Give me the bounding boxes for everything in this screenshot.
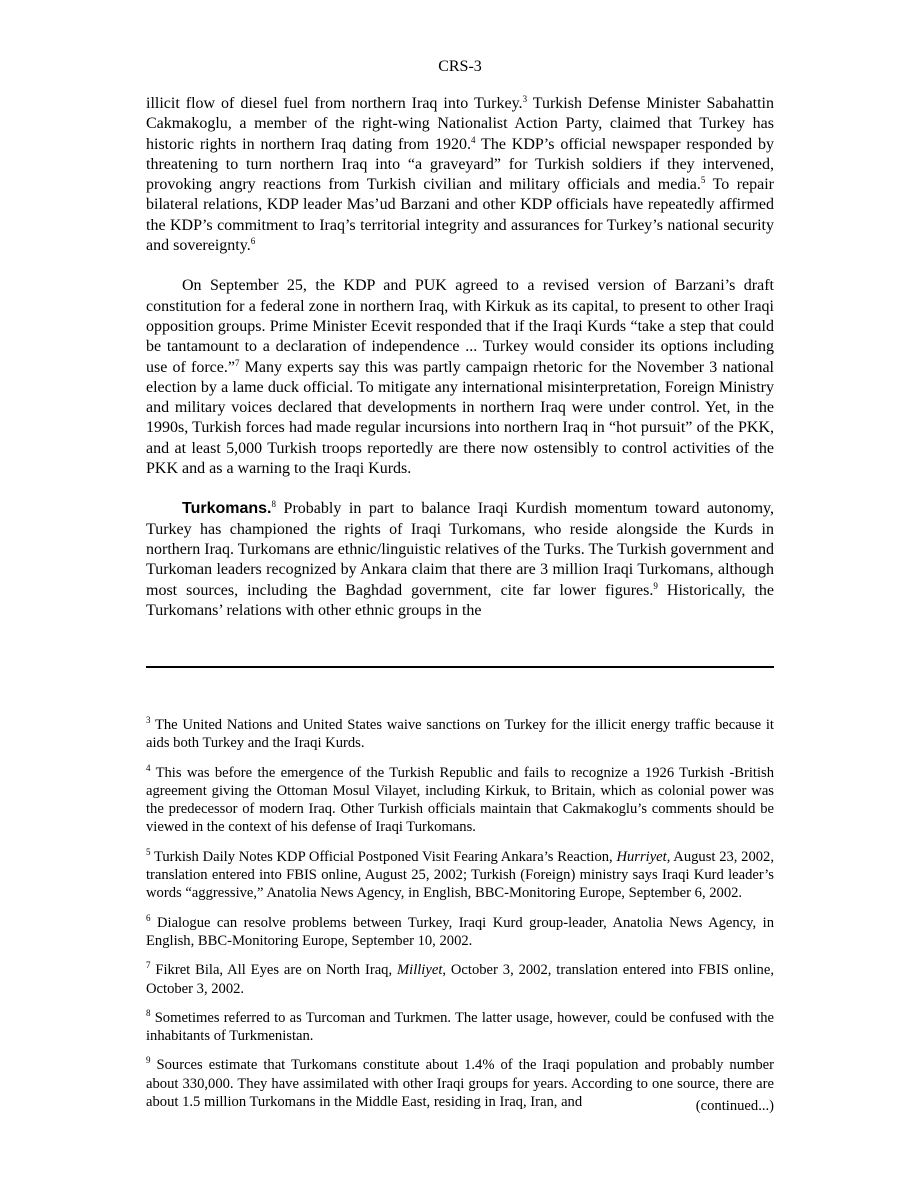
body-text (146, 94, 774, 641)
footnote-text: Fikret Bila, All Eyes are on North Iraq, (150, 962, 397, 979)
footnote-text: Dialogue can resolve problems between Turkey, Iraqi Kurd group-leader, Anatolia News Agency, in English, BBC-Monitoring Europe, September 10, 2002. (146, 914, 774, 949)
continued-marker: (continued...) (695, 1098, 774, 1114)
text-run: illicit flow of diesel fuel from northern Iraq into Turkey. (146, 95, 523, 112)
footnote-7 (146, 961, 774, 998)
footnote-number: 3 (146, 715, 151, 725)
text-run: The KDP’s official newspaper responded by threatening to turn northern Iraq into “a graveyard” for Turkish soldiers if they intervened, provoking angry reactions from Turkish civilian and military officials and media. (146, 135, 775, 194)
footnote-text: , October 3, 2002, translation entered into FBIS online, October 3, 2002. (146, 962, 774, 997)
footnote-5 (146, 848, 774, 903)
footnote-ref-3: 3 (522, 94, 528, 104)
footnote-ref-9: 9 (653, 580, 658, 591)
page-header: CRS-3 (438, 58, 482, 75)
footnote-text: Sources estimate that Turkomans constitute about 1.4% of the Iraqi population and probably number about 330,000. They have assimilated with other Iraqi groups for years. According to one source, there are about 1.5 million Turkomans in the Middle East, residing in Iraq, Iran, and (146, 1057, 774, 1111)
text-run: Turkish Defense Minister Sabahattin Cakmakoglu, a member of the right-wing Nationalist Action Party, claimed that Turkey has historic rights in northern Iraq dating from 1920. (146, 95, 775, 153)
text-run: On September 25, the KDP and PUK agreed to a revised version of Barzani’s draft constitution for a federal zone in northern Iraq, with Kirkuk as its capital, to present to other Iraqi opposition groups. Prime Minister Ecevit responded that if the Iraqi Kurds “take a step that could be tantamount to a declaration of independence ... Turkey would consider its options including use of force.” (146, 277, 774, 376)
footnote-ref-6: 6 (250, 236, 256, 247)
footnote-8 (146, 1009, 774, 1046)
footnote-number: 6 (146, 912, 151, 923)
paragraph-3 (146, 499, 774, 621)
footnote-number: 8 (146, 1007, 151, 1018)
text-run: Many experts say this was partly campaign rhetoric for the November 3 national election by a lame duck official. To mitigate any international misinterpretation, Foreign Ministry and military voices declared that developments in northern Iraq were under control. Yet, in the 1990s, Turkish forces had made regular incursions into northern Iraq in “hot pursuit” of the PKK, and at least 5,000 Turkish troops reportedly are there now ostensibly to control activities of the PKK and as a warning to the Iraqi Kurds. (146, 358, 774, 478)
footnotes (146, 716, 774, 1122)
footnote-ref-7: 7 (234, 357, 240, 368)
footnote-number: 5 (146, 846, 151, 857)
text-run: Historically, the Turkomans’ relations with other ethnic groups in the (146, 581, 775, 619)
footnote-number: 9 (146, 1055, 151, 1066)
footnote-text: , August 23, 2002, translation entered into FBIS online, August 25, 2002; Turkish (Foreign) ministry says Iraqi Kurd leader’s words “aggressive,” Anatolia News Agency, in English, BBC-Monitoring Europe, September 6, 2002. (146, 848, 774, 902)
text-run: Probably in part to balance Iraqi Kurdish momentum toward autonomy, Turkey has championed the rights of Iraqi Turkomans, who reside alongside the Kurds in northern Iraq. Turkomans are ethnic/linguistic relatives of the Turks. The Turkish government and Turkoman leaders recognized by Ankara claim that there are 3 million Iraqi Turkomans, although most sources, including the Baghdad government, cite far lower figures. (146, 500, 774, 599)
footnote-text: The United Nations and United States waive sanctions on Turkey for the illicit energy traffic because it aids both Turkey and the Iraqi Kurds. (146, 717, 774, 752)
publication-title: Hurriyet (616, 848, 667, 865)
paragraph-2 (146, 276, 774, 479)
footnote-separator (146, 666, 774, 668)
footnote-6 (146, 914, 774, 951)
footnote-number: 4 (146, 762, 151, 773)
text-run: To repair bilateral relations, KDP leader Mas’ud Barzani and other KDP officials have repeatedly affirmed the KDP’s commitment to Iraq’s territorial integrity and assurances for Turkey’s national security and sovereignty. (146, 176, 775, 255)
footnote-text: Turkish Daily Notes KDP Official Postponed Visit Fearing Ankara’s Reaction, (150, 848, 617, 865)
footnote-ref-4: 4 (470, 134, 476, 145)
footnote-3 (146, 716, 774, 753)
publication-title: Milliyet (396, 962, 443, 979)
footnote-ref-5: 5 (700, 175, 706, 186)
footnote-text: This was before the emergence of the Turkish Republic and fails to recognize a 1926 Turkish -British agreement giving the Ottoman Mosul Vilayet, including Kirkuk, to Britain, which as colonial power was the predecessor of modern Iraq. Other Turkish officials maintain that Cakmakoglu’s comments should be viewed in the context of his defense of Iraqi Turkomans. (146, 764, 774, 836)
section-heading: Turkomans. (182, 500, 272, 518)
paragraph-1 (146, 94, 774, 256)
footnote-ref-8: 8 (271, 499, 276, 510)
footnote-text: Sometimes referred to as Turcoman and Turkmen. The latter usage, however, could be confused with the inhabitants of Turkmenistan. (146, 1009, 774, 1045)
footnote-4 (146, 764, 774, 837)
footnote-number: 7 (146, 960, 151, 971)
